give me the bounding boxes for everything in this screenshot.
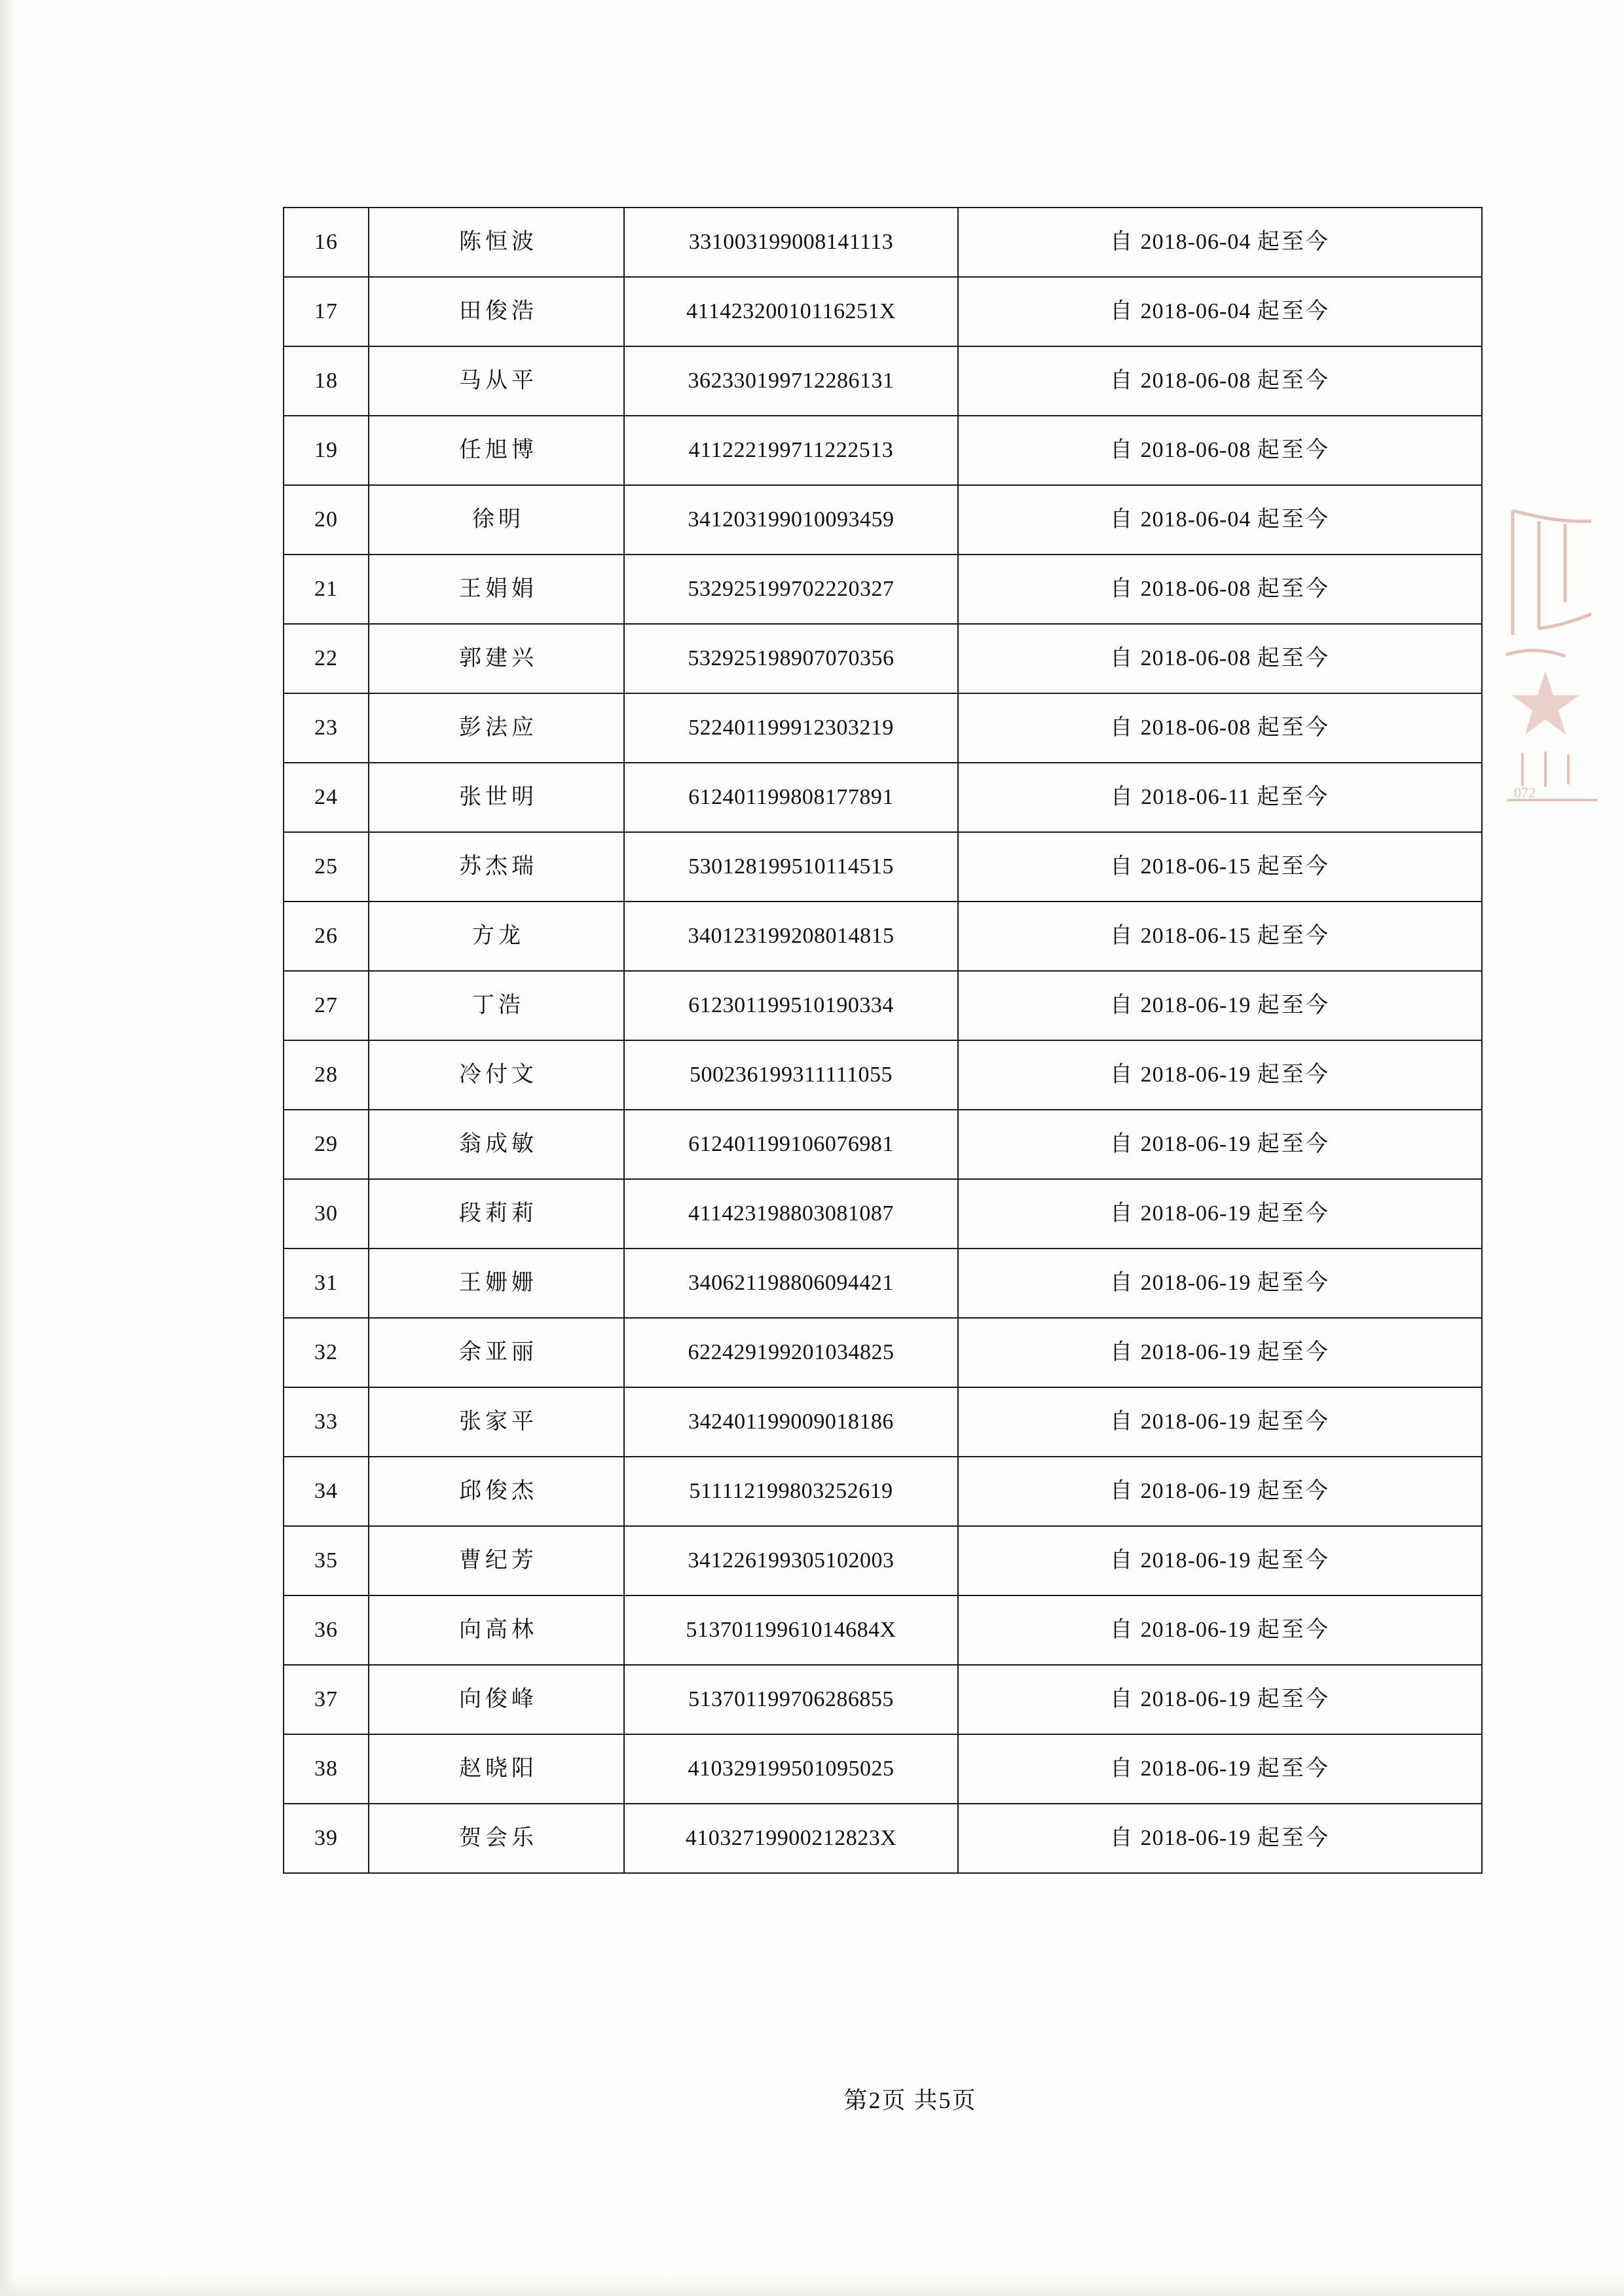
row-period-cell (958, 902, 1482, 971)
row-id-number-cell: 612401199808177891 (624, 763, 958, 832)
period-prefix: 自 (1110, 1826, 1135, 1851)
period-prefix: 自 (1110, 1757, 1135, 1781)
period-date: 2018-06-15 (1140, 924, 1251, 949)
row-id-number-cell: 513701199706286855 (624, 1665, 958, 1734)
row-period-cell (958, 624, 1482, 693)
table-row (284, 555, 1482, 624)
row-period-cell (958, 1665, 1482, 1734)
table-row (284, 208, 1482, 277)
table-row (284, 902, 1482, 971)
row-id-number-cell: 532925199702220327 (624, 555, 958, 624)
row-period-cell (958, 346, 1482, 416)
table-row (284, 1179, 1482, 1248)
table-row (284, 1318, 1482, 1387)
row-name-cell: 余亚丽 (369, 1318, 624, 1387)
period-prefix: 自 (1110, 924, 1135, 949)
row-name-cell: 陈恒波 (369, 208, 624, 277)
period-suffix: 起至今 (1257, 1618, 1330, 1643)
row-id-number-cell: 331003199008141113 (624, 208, 958, 277)
period-prefix: 自 (1110, 1201, 1135, 1226)
table-row (284, 1110, 1482, 1179)
row-name-cell: 贺会乐 (369, 1804, 624, 1873)
table-row (284, 1665, 1482, 1734)
row-id-number-cell: 612301199510190334 (624, 971, 958, 1040)
period-date: 2018-06-08 (1140, 716, 1251, 740)
row-id-number-cell: 410329199501095025 (624, 1734, 958, 1804)
period-date: 2018-06-19 (1140, 1271, 1251, 1296)
row-name-cell: 邱俊杰 (369, 1457, 624, 1526)
row-period-cell (958, 416, 1482, 485)
svg-text:072: 072 (1514, 784, 1536, 801)
row-id-number-cell: 532925198907070356 (624, 624, 958, 693)
period-suffix: 起至今 (1257, 1201, 1330, 1226)
row-period-cell (958, 1179, 1482, 1248)
row-id-number-cell: 411423198803081087 (624, 1179, 958, 1248)
row-index-cell: 18 (284, 346, 369, 416)
period-date: 2018-06-08 (1140, 369, 1251, 393)
table-row (284, 1734, 1482, 1804)
period-prefix: 自 (1110, 993, 1135, 1018)
row-name-cell: 曹纪芳 (369, 1526, 624, 1595)
row-name-cell: 徐明 (369, 485, 624, 555)
table-row (284, 1457, 1482, 1526)
period-suffix: 起至今 (1257, 577, 1330, 602)
period-date: 2018-06-08 (1140, 646, 1251, 671)
row-index-cell: 24 (284, 763, 369, 832)
period-suffix: 起至今 (1257, 924, 1330, 949)
page-edge-shadow-left (0, 0, 17, 2296)
row-index-cell: 35 (284, 1526, 369, 1595)
page-number-text: 第2页 共5页 (843, 2087, 977, 2113)
period-prefix: 自 (1110, 1548, 1135, 1573)
period-prefix: 自 (1110, 507, 1135, 532)
row-period-cell (958, 1595, 1482, 1665)
period-prefix: 自 (1110, 1132, 1135, 1157)
period-prefix: 自 (1110, 1687, 1135, 1712)
period-suffix: 起至今 (1257, 1132, 1330, 1157)
row-index-cell: 22 (284, 624, 369, 693)
roster-table-body (284, 208, 1482, 1873)
period-suffix: 起至今 (1257, 1479, 1330, 1504)
period-prefix: 自 (1110, 1063, 1135, 1087)
row-period-cell (958, 693, 1482, 763)
period-suffix: 起至今 (1257, 1063, 1330, 1087)
period-date: 2018-06-19 (1140, 1340, 1251, 1365)
table-row (284, 416, 1482, 485)
period-date: 2018-06-19 (1140, 1410, 1251, 1434)
row-period-cell (958, 485, 1482, 555)
row-period-cell (958, 1526, 1482, 1595)
row-period-cell (958, 1318, 1482, 1387)
row-index-cell: 21 (284, 555, 369, 624)
period-suffix: 起至今 (1257, 438, 1330, 463)
row-name-cell: 苏杰瑞 (369, 832, 624, 902)
row-name-cell: 王姗姗 (369, 1248, 624, 1318)
row-name-cell: 翁成敏 (369, 1110, 624, 1179)
row-id-number-cell: 500236199311111055 (624, 1040, 958, 1110)
row-period-cell (958, 1248, 1482, 1318)
table-row (284, 1248, 1482, 1318)
table-row (284, 346, 1482, 416)
roster-table (283, 207, 1483, 1874)
period-prefix: 自 (1110, 646, 1135, 671)
row-id-number-cell: 341226199305102003 (624, 1526, 958, 1595)
period-prefix: 自 (1110, 854, 1135, 879)
row-name-cell: 方龙 (369, 902, 624, 971)
row-index-cell: 31 (284, 1248, 369, 1318)
table-row (284, 1387, 1482, 1457)
row-period-cell (958, 208, 1482, 277)
row-id-number-cell: 41142320010116251X (624, 277, 958, 346)
period-prefix: 自 (1110, 577, 1135, 602)
period-date: 2018-06-04 (1140, 507, 1251, 532)
row-name-cell: 向高林 (369, 1595, 624, 1665)
period-date: 2018-06-19 (1140, 1826, 1251, 1851)
row-index-cell: 38 (284, 1734, 369, 1804)
row-index-cell: 39 (284, 1804, 369, 1873)
period-suffix: 起至今 (1257, 646, 1330, 671)
period-prefix: 自 (1110, 438, 1135, 463)
period-prefix: 自 (1110, 299, 1135, 324)
period-suffix: 起至今 (1257, 1826, 1330, 1851)
period-suffix: 起至今 (1257, 1340, 1330, 1365)
row-id-number-cell: 342401199009018186 (624, 1387, 958, 1457)
period-suffix: 起至今 (1257, 230, 1330, 255)
period-suffix: 起至今 (1257, 854, 1330, 879)
row-period-cell (958, 1457, 1482, 1526)
table-row (284, 624, 1482, 693)
row-period-cell (958, 832, 1482, 902)
table-row (284, 1595, 1482, 1665)
period-prefix: 自 (1110, 369, 1135, 393)
row-index-cell: 37 (284, 1665, 369, 1734)
row-name-cell: 田俊浩 (369, 277, 624, 346)
row-id-number-cell: 41032719900212823X (624, 1804, 958, 1873)
row-period-cell (958, 1040, 1482, 1110)
period-date: 2018-06-19 (1140, 1757, 1251, 1781)
row-index-cell: 26 (284, 902, 369, 971)
row-index-cell: 34 (284, 1457, 369, 1526)
row-index-cell: 17 (284, 277, 369, 346)
period-date: 2018-06-19 (1140, 1548, 1251, 1573)
period-suffix: 起至今 (1257, 1757, 1330, 1781)
table-row (284, 277, 1482, 346)
period-date: 2018-06-19 (1140, 993, 1251, 1018)
row-id-number-cell: 411222199711222513 (624, 416, 958, 485)
period-date: 2018-06-04 (1140, 230, 1251, 255)
period-suffix: 起至今 (1257, 716, 1330, 740)
table-row (284, 763, 1482, 832)
row-name-cell: 张家平 (369, 1387, 624, 1457)
row-id-number-cell: 522401199912303219 (624, 693, 958, 763)
row-name-cell: 冷付文 (369, 1040, 624, 1110)
row-id-number-cell: 341203199010093459 (624, 485, 958, 555)
page-edge-shadow-bottom (0, 2276, 1624, 2296)
row-index-cell: 19 (284, 416, 369, 485)
row-id-number-cell: 511112199803252619 (624, 1457, 958, 1526)
period-suffix: 起至今 (1257, 369, 1330, 393)
row-name-cell: 彭法应 (369, 693, 624, 763)
row-id-number-cell: 340123199208014815 (624, 902, 958, 971)
period-prefix: 自 (1110, 716, 1135, 740)
period-prefix: 自 (1110, 1479, 1135, 1504)
period-date: 2018-06-08 (1140, 577, 1251, 602)
period-prefix: 自 (1110, 785, 1135, 810)
period-suffix: 起至今 (1257, 1548, 1330, 1573)
row-name-cell: 张世明 (369, 763, 624, 832)
period-prefix: 自 (1110, 1340, 1135, 1365)
row-index-cell: 36 (284, 1595, 369, 1665)
period-suffix: 起至今 (1257, 1271, 1330, 1296)
row-period-cell (958, 1387, 1482, 1457)
roster-table-container (283, 207, 1481, 1874)
period-date: 2018-06-19 (1140, 1479, 1251, 1504)
period-date: 2018-06-15 (1140, 854, 1251, 879)
row-id-number-cell: 612401199106076981 (624, 1110, 958, 1179)
page-footer (0, 2082, 1624, 2115)
table-row (284, 1040, 1482, 1110)
period-date: 2018-06-19 (1140, 1132, 1251, 1157)
row-id-number-cell: 530128199510114515 (624, 832, 958, 902)
period-date: 2018-06-08 (1140, 438, 1251, 463)
table-row (284, 971, 1482, 1040)
period-suffix: 起至今 (1257, 785, 1330, 810)
row-index-cell: 33 (284, 1387, 369, 1457)
row-index-cell: 16 (284, 208, 369, 277)
row-name-cell: 任旭博 (369, 416, 624, 485)
row-index-cell: 29 (284, 1110, 369, 1179)
period-prefix: 自 (1110, 1410, 1135, 1434)
row-id-number-cell: 622429199201034825 (624, 1318, 958, 1387)
row-index-cell: 20 (284, 485, 369, 555)
row-name-cell: 赵晓阳 (369, 1734, 624, 1804)
row-index-cell: 25 (284, 832, 369, 902)
row-period-cell (958, 277, 1482, 346)
row-index-cell: 23 (284, 693, 369, 763)
table-row (284, 693, 1482, 763)
row-name-cell: 郭建兴 (369, 624, 624, 693)
row-id-number-cell: 340621198806094421 (624, 1248, 958, 1318)
period-date: 2018-06-04 (1140, 299, 1251, 324)
row-name-cell: 王娟娟 (369, 555, 624, 624)
period-date: 2018-06-19 (1140, 1618, 1251, 1643)
row-index-cell: 32 (284, 1318, 369, 1387)
period-prefix: 自 (1110, 230, 1135, 255)
row-index-cell: 30 (284, 1179, 369, 1248)
period-prefix: 自 (1110, 1271, 1135, 1296)
period-suffix: 起至今 (1257, 993, 1330, 1018)
table-row (284, 1526, 1482, 1595)
row-id-number-cell: 362330199712286131 (624, 346, 958, 416)
period-prefix: 自 (1110, 1618, 1135, 1643)
period-suffix: 起至今 (1257, 1410, 1330, 1434)
period-date: 2018-06-11 (1141, 785, 1251, 810)
row-period-cell (958, 763, 1482, 832)
row-period-cell (958, 555, 1482, 624)
row-period-cell (958, 1110, 1482, 1179)
period-suffix: 起至今 (1257, 1687, 1330, 1712)
row-period-cell (958, 1734, 1482, 1804)
row-id-number-cell: 51370119961014684X (624, 1595, 958, 1665)
row-name-cell: 向俊峰 (369, 1665, 624, 1734)
row-name-cell: 段莉莉 (369, 1179, 624, 1248)
period-date: 2018-06-19 (1140, 1687, 1251, 1712)
row-period-cell (958, 1804, 1482, 1873)
row-period-cell (958, 971, 1482, 1040)
period-suffix: 起至今 (1257, 299, 1330, 324)
row-index-cell: 27 (284, 971, 369, 1040)
period-date: 2018-06-19 (1140, 1063, 1251, 1087)
period-date: 2018-06-19 (1140, 1201, 1251, 1226)
period-suffix: 起至今 (1257, 507, 1330, 532)
table-row (284, 832, 1482, 902)
table-row (284, 1804, 1482, 1873)
row-index-cell: 28 (284, 1040, 369, 1110)
red-seal-impression (1500, 504, 1614, 812)
row-name-cell: 马从平 (369, 346, 624, 416)
row-name-cell: 丁浩 (369, 971, 624, 1040)
table-row (284, 485, 1482, 555)
